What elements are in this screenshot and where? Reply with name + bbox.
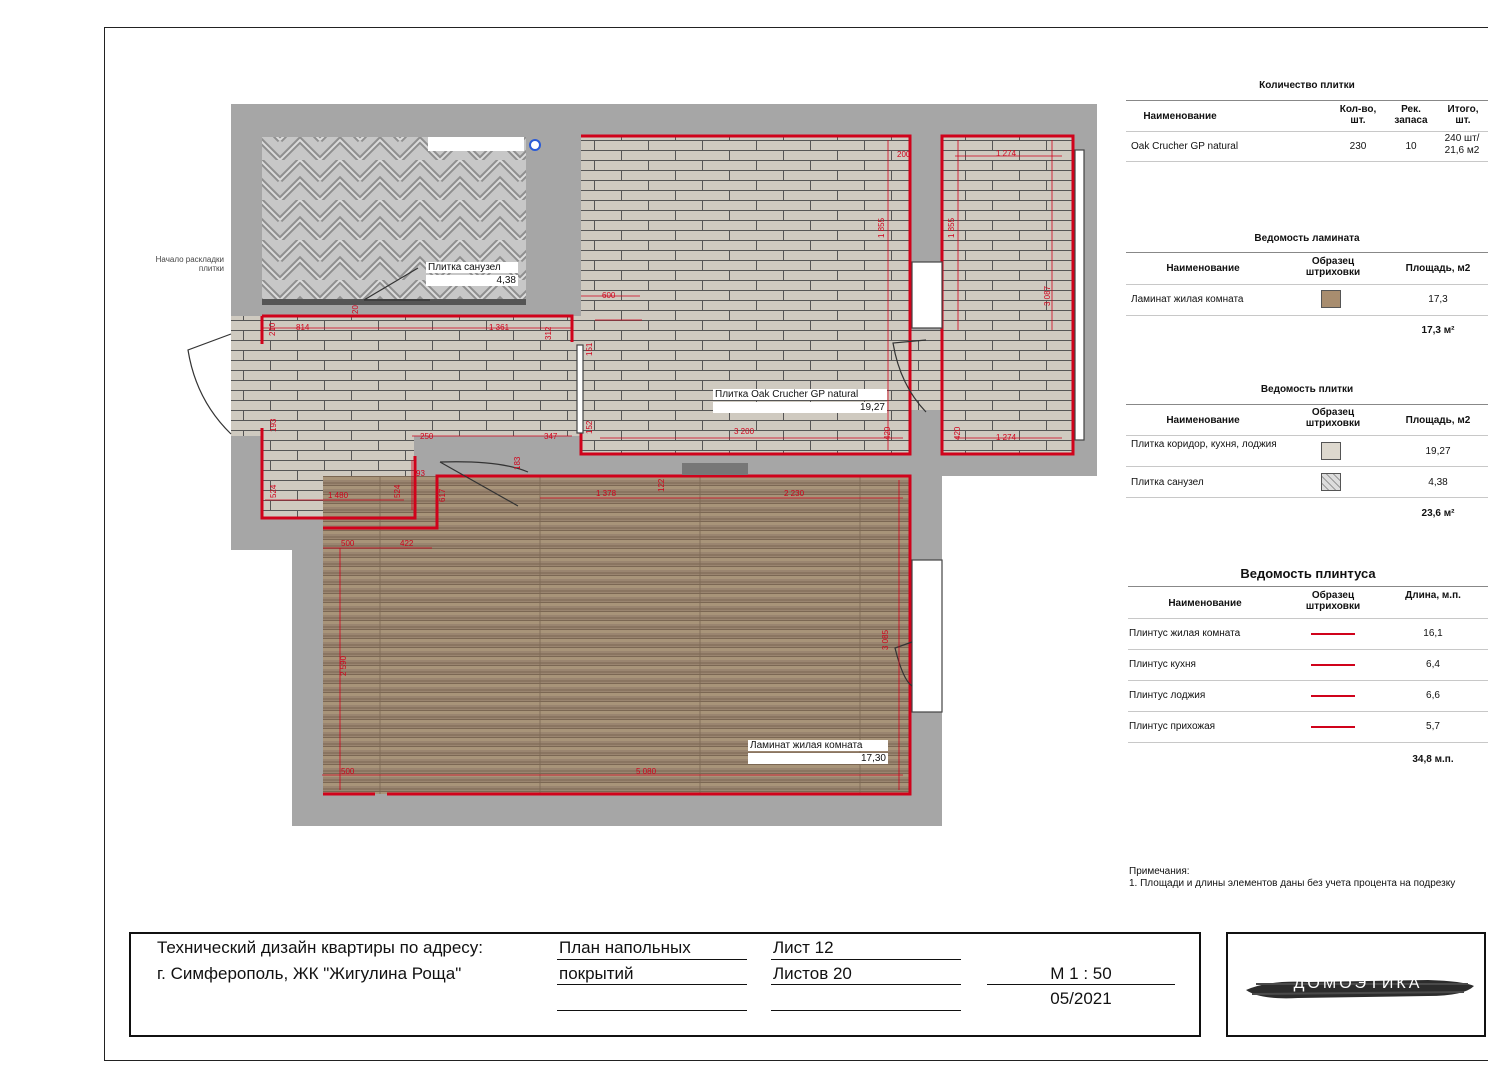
layout-start-label: Начало раскладки плитки <box>155 255 224 273</box>
dimension-label: 524 <box>269 484 278 498</box>
drawing-title-1: План напольных <box>559 938 691 957</box>
dimension-label: 312 <box>544 326 553 340</box>
notes <box>1129 866 1474 890</box>
dimension-label: 5 080 <box>636 767 657 776</box>
baseboard-row-length: 6,4 <box>1426 659 1440 670</box>
baseboard-header-name: Наименование <box>1168 598 1242 609</box>
dimension-label: 1 274 <box>996 433 1017 442</box>
laminate-header-name: Наименование <box>1166 263 1240 274</box>
oak-tile-label: Плитка Oak Crucher GP natural <box>713 389 887 400</box>
baseboard-row-length: 6,6 <box>1426 690 1440 701</box>
tile-header-area: Площадь, м2 <box>1405 415 1471 426</box>
logo-text: ДОМОЭТИКА <box>1293 975 1423 992</box>
tile-row-name: Плитка коридор, кухня, лоджия <box>1131 439 1277 450</box>
dimension-label: 3 085 <box>881 629 890 650</box>
corridor-floor <box>231 316 583 436</box>
laminate-row-name: Ламинат жилая комната <box>1131 294 1244 305</box>
baseboard-row-name: Плинтус прихожая <box>1129 721 1216 732</box>
baseboard-sample-line <box>1311 633 1355 635</box>
dimension-label: 617 <box>438 488 447 502</box>
tile-count-header-reserve: Рек. запаса <box>1394 104 1428 126</box>
entry-door-swing <box>188 334 231 434</box>
dimension-label: 2 230 <box>784 489 805 498</box>
oak-tile-area: 19,27 <box>713 402 887 413</box>
dimension-label: 151 <box>585 342 594 356</box>
sheet-total: Листов 20 <box>773 964 852 983</box>
dimension-label: 420 <box>953 426 962 440</box>
laminate-total: 17,3 м² <box>1421 325 1455 336</box>
dimension-label: 1 274 <box>996 149 1017 158</box>
dimension-label: 183 <box>513 456 522 470</box>
dimension-label: 250 <box>420 432 434 441</box>
tile-count-header-name: Наименование <box>1143 111 1217 122</box>
window-kitchen <box>912 262 942 328</box>
bathroom-fixture-icon <box>530 140 540 150</box>
window-loggia <box>1075 150 1084 440</box>
laminate-header-sample: Образец штриховки <box>1305 256 1361 278</box>
dimension-label: 524 <box>393 484 402 498</box>
door-frame <box>577 345 583 433</box>
dimension-label: 93 <box>416 469 425 478</box>
dimension-label: 1 378 <box>596 489 617 498</box>
tile-row-area: 4,38 <box>1428 477 1448 488</box>
dimension-label: 600 <box>602 291 616 300</box>
baseboard-sample-line <box>1311 726 1355 728</box>
dimension-label: 200 <box>897 150 911 159</box>
notes-title: Примечания: <box>1129 866 1190 877</box>
loggia-floor <box>942 136 1074 454</box>
date: 05/2021 <box>1050 989 1112 1008</box>
baseboard-row-length: 5,7 <box>1426 721 1440 732</box>
baseboard-sheet-title: Ведомость плинтуса <box>1240 566 1376 581</box>
dimension-label: 122 <box>657 478 666 492</box>
drawing-title-2: покрытий <box>559 964 634 983</box>
dimension-label: 814 <box>296 323 310 332</box>
dimension-label: 193 <box>269 418 278 432</box>
dimension-label: 20 <box>351 305 360 314</box>
logo-box <box>1226 932 1486 1037</box>
baseboard-header-sample: Образец штриховки <box>1305 590 1361 612</box>
laminate-area: 17,30 <box>748 753 888 764</box>
notes-item: 1. Площади и длины элементов даны без учета процента на подрезку <box>1129 878 1456 889</box>
dimension-label: 500 <box>341 539 355 548</box>
baseboard-row-name: Плинтус лоджия <box>1129 690 1206 701</box>
baseboard-header-length: Длина, м.п. <box>1405 590 1461 601</box>
tile-count-row-reserve: 10 <box>1405 141 1417 152</box>
bathroom-tile-label: Плитка санузел <box>426 262 518 273</box>
dimension-label: 152 <box>585 420 594 434</box>
laminate-sheet-title: Ведомость ламината <box>1254 233 1360 244</box>
dimension-label: 1 361 <box>489 323 510 332</box>
laminate-label: Ламинат жилая комната <box>748 740 888 751</box>
title-block <box>129 932 1201 1037</box>
tile-count-row-name: Oak Crucher GP natural <box>1131 141 1239 152</box>
tile-sheet-title: Ведомость плитки <box>1260 384 1354 395</box>
tile-header-sample: Образец штриховки <box>1305 407 1361 429</box>
scale: М 1 : 50 <box>1050 964 1112 983</box>
dimension-label: 1 855 <box>947 217 956 238</box>
dimension-label: 3 087 <box>1043 285 1052 306</box>
window-room <box>912 560 942 712</box>
tile-count-header-total: Итого, шт. <box>1447 104 1479 126</box>
tile-row-name: Плитка санузел <box>1131 477 1204 488</box>
baseboard-sample-line <box>1311 664 1355 666</box>
baseboard-total: 34,8 м.п. <box>1412 754 1454 765</box>
dimension-label: 420 <box>883 426 892 440</box>
dimension-label: 1 480 <box>328 491 349 500</box>
baseboard-row-name: Плинтус кухня <box>1129 659 1196 670</box>
dimension-label: 3 200 <box>734 427 755 436</box>
tile-count-row-total: 240 шт/ 21,6 м2 <box>1444 133 1480 156</box>
tile-count-header-qty: Кол-во, шт. <box>1339 104 1377 126</box>
dimension-label: 347 <box>544 432 558 441</box>
laminate-row-area: 17,3 <box>1428 294 1448 305</box>
dimension-label: 422 <box>400 539 414 548</box>
tile-count-title: Количество плитки <box>1259 80 1355 91</box>
sheet-number: Лист 12 <box>773 938 834 957</box>
dimension-label: 210 <box>268 322 277 336</box>
bathroom-tile-swatch <box>1321 473 1341 491</box>
tile-total: 23,6 м² <box>1421 508 1455 519</box>
dimension-label: 500 <box>341 767 355 776</box>
baseboard-sample-line <box>1311 695 1355 697</box>
tile-swatch <box>1321 442 1341 460</box>
tile-header-name: Наименование <box>1166 415 1240 426</box>
tile-count-row-qty: 230 <box>1349 141 1367 152</box>
bathroom-tile-area: 4,38 <box>426 275 518 286</box>
tile-row-area: 19,27 <box>1425 446 1451 457</box>
project-line-2: г. Симферополь, ЖК "Жигулина Роща" <box>157 964 462 983</box>
laminate-header-area: Площадь, м2 <box>1405 263 1471 274</box>
project-line-1: Технический дизайн квартиры по адресу: <box>157 938 484 957</box>
dimension-label: 1 855 <box>877 217 886 238</box>
baseboard-row-length: 16,1 <box>1423 628 1443 639</box>
laminate-swatch <box>1321 290 1341 308</box>
baseboard-row-name: Плинтус жилая комната <box>1129 628 1241 639</box>
dimension-label: 2 590 <box>339 655 348 676</box>
